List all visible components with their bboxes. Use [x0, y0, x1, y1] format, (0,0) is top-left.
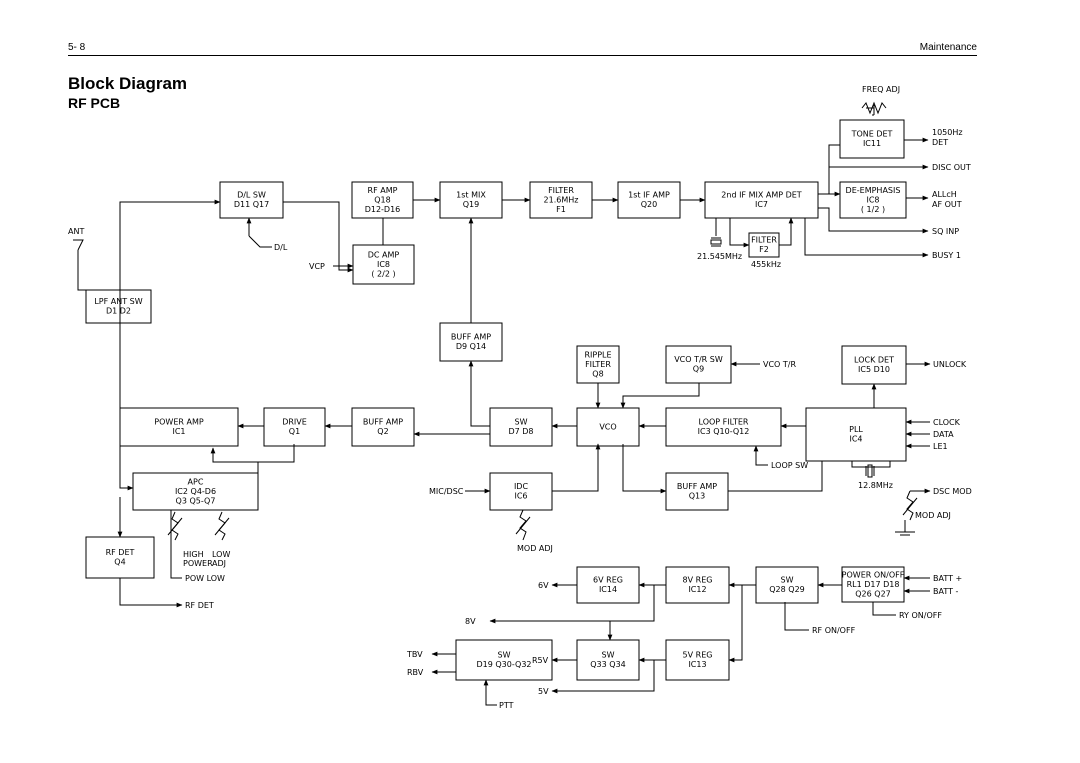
label-r5v: R5V	[532, 656, 549, 665]
wire	[805, 218, 928, 255]
label-ptt: PTT	[499, 701, 514, 710]
label-mod-adj2: MOD ADJ	[517, 544, 553, 553]
block-tone-line: TONE DET	[851, 129, 893, 139]
block-vcotr-line: Q9	[692, 364, 705, 374]
block-reg6-line: IC14	[598, 585, 618, 594]
block-lpf-line: D1 D2	[105, 306, 132, 316]
block-if1-line: Q20	[640, 200, 658, 209]
block-loop-line: LOOP FILTER	[698, 417, 749, 427]
block-lockdet-line: IC5 D10	[858, 365, 890, 374]
label-rf-onoff: RF ON/OFF	[812, 626, 856, 635]
label-v8: 8V	[465, 617, 476, 626]
label-data: DATA	[933, 430, 954, 439]
block-idc-line: IDC	[513, 482, 529, 491]
block-buff3-line: Q13	[688, 491, 706, 501]
block-apc-line: IC2 Q4-D6	[174, 486, 217, 496]
block-reg8-line: IC12	[688, 585, 707, 594]
label-khz455: 455kHz	[751, 260, 782, 269]
block-apc-line: Q3 Q5-Q7	[175, 496, 216, 506]
wire	[623, 383, 699, 408]
label-low: LOW	[212, 550, 231, 559]
label-freq-adj: FREQ ADJ	[862, 85, 901, 94]
block-buff1-line: D9 Q14	[455, 342, 487, 351]
label-ry-onoff: RY ON/OFF	[899, 611, 942, 620]
wire	[852, 461, 890, 467]
label-xtal1: 21.545MHz	[697, 252, 743, 261]
block-reg8-line: 8V REG	[682, 575, 713, 585]
wire	[283, 202, 353, 270]
wire	[486, 680, 497, 705]
block-buff3-line: BUFF AMP	[676, 482, 718, 491]
block-sw4-line: Q33 Q34	[590, 660, 626, 669]
signal-labels	[68, 85, 972, 710]
label-batt-plus: BATT +	[933, 574, 963, 583]
block-pwr-line: POWER ON/OFF	[841, 570, 905, 580]
label-pow-low: POW LOW	[185, 574, 225, 583]
label-sq-inp: SQ INP	[932, 227, 960, 236]
block-pwr-line: RL1 D17 D18	[846, 579, 900, 589]
block-deemph-line: ( 1/2 )	[860, 204, 886, 214]
block-pamp-line: POWER AMP	[154, 417, 204, 427]
label-high-power: HIGH	[183, 550, 204, 559]
label-busy: BUSY 1	[932, 251, 961, 260]
wire	[785, 602, 809, 630]
label-vco-tr: VCO T/R	[763, 360, 797, 369]
block-rf-amp-line: Q18	[374, 195, 391, 205]
block-filter1-line: 21.6MHz	[543, 195, 579, 205]
wire	[78, 250, 86, 290]
label-dsc-mod: DSC MOD	[933, 487, 972, 496]
wire	[120, 578, 182, 605]
label-adj: ADJ	[212, 559, 226, 568]
label-power: POWER	[183, 559, 213, 568]
wire	[120, 202, 220, 295]
block-sw1-line: SW	[514, 417, 528, 427]
block-dl-sw-line: D11 Q17	[233, 200, 270, 209]
label-rbv: RBV	[407, 668, 424, 677]
block-rfdet-line: RF DET	[105, 548, 135, 557]
block-pll-line: PLL	[849, 425, 863, 434]
block-dc-amp-line: IC8	[376, 259, 391, 269]
label-xtal2: 12.8MHz	[858, 481, 893, 490]
wire	[120, 295, 133, 488]
block-if2-line: 2nd IF MIX AMP DET	[721, 190, 802, 200]
block-sw1-line: D7 D8	[508, 427, 534, 436]
block-vco-line: VCO	[599, 422, 617, 432]
wire	[623, 444, 666, 491]
block-lockdet-line: LOCK DET	[854, 355, 894, 365]
block-sw4-line: SW	[601, 650, 615, 660]
block-buff1-line: BUFF AMP	[450, 332, 492, 342]
block-loop-line: IC3 Q10-Q12	[697, 427, 750, 436]
trimmer-icon	[907, 491, 913, 520]
block-drive-line: Q1	[288, 427, 301, 436]
label-le1: LE1	[933, 442, 948, 451]
block-rf-amp-line: D12-D16	[364, 204, 401, 214]
block-apc-line: APC	[187, 477, 204, 487]
block-if2-line: IC7	[754, 200, 769, 209]
block-ripple-line: Q8	[592, 369, 604, 379]
label-hz1050: 1050Hz	[932, 128, 963, 137]
page-subtitle: RF PCB	[68, 95, 121, 111]
label-disc-out: DISC OUT	[932, 163, 971, 172]
wire	[756, 446, 768, 465]
label-v6: 6V	[538, 581, 549, 590]
block-dc-amp-line: DC AMP	[367, 250, 400, 260]
block-rfdet-line: Q4	[114, 557, 126, 567]
wire	[471, 361, 490, 426]
section-title: Maintenance	[919, 42, 977, 53]
label-af-out: AF OUT	[932, 200, 962, 209]
label-mic-dsc: MIC/DSC	[429, 487, 464, 496]
block-buff2-line: Q2	[377, 427, 389, 436]
block-deemph-line: DE-EMPHASIS	[845, 185, 901, 195]
block-sw2-line: SW	[780, 575, 794, 585]
block-reg5-line: IC13	[688, 660, 707, 669]
label-allch: ALLcH	[932, 190, 957, 199]
label-batt-minus: BATT -	[933, 587, 959, 596]
block-sw3-line: SW	[497, 650, 511, 660]
blocks	[86, 120, 906, 680]
block-filter2-line: FILTER	[751, 235, 777, 245]
label-loop-sw: LOOP SW	[771, 461, 809, 470]
block-filter2-line: F2	[759, 245, 769, 254]
block-pamp-line: IC1	[172, 427, 186, 436]
label-vcp: VCP	[309, 262, 325, 271]
label-mod-adj: MOD ADJ	[915, 511, 951, 520]
block-mix1-line: Q19	[462, 200, 480, 209]
crystal-icon	[711, 240, 721, 244]
block-mix1-line: 1st MIX	[456, 190, 486, 200]
label-tbv: TBV	[407, 650, 423, 659]
block-dc-amp-line: ( 2/2 )	[371, 269, 396, 279]
label-clock: CLOCK	[933, 418, 960, 427]
block-tone-line: IC11	[862, 139, 882, 148]
block-pll-line: IC4	[849, 434, 863, 444]
block-filter1-line: F1	[556, 204, 566, 214]
label-rf-det: RF DET	[185, 601, 214, 610]
block-lpf-line: LPF ANT SW	[94, 297, 143, 306]
block-ripple-line: RIPPLE	[584, 350, 612, 360]
page-number: 5- 8	[68, 42, 86, 53]
wire	[873, 602, 896, 615]
block-deemph-line: IC8	[866, 195, 880, 205]
block-drive-line: DRIVE	[282, 417, 307, 427]
block-buff2-line: BUFF AMP	[362, 417, 404, 427]
block-reg6-line: 6V REG	[593, 575, 623, 585]
block-vcotr-line: VCO T/R SW	[674, 355, 723, 364]
wire	[73, 240, 83, 250]
block-idc-line: IC6	[514, 491, 528, 501]
block-filter1-line: FILTER	[548, 185, 574, 195]
wire	[249, 236, 272, 247]
label-dl: D/L	[274, 243, 288, 252]
label-ant: ANT	[68, 227, 85, 236]
page-title: Block Diagram	[68, 74, 188, 93]
block-reg5-line: 5V REG	[682, 650, 713, 660]
block-sw2-line: Q28 Q29	[769, 585, 805, 594]
wire	[213, 444, 294, 462]
wire	[829, 145, 840, 167]
block-dl-sw-line: D/L SW	[237, 190, 266, 200]
wire	[779, 218, 791, 245]
label-unlock: UNLOCK	[933, 360, 967, 369]
wire	[552, 444, 598, 491]
block-rf-amp-line: RF AMP	[367, 185, 398, 195]
block-pwr-line: Q26 Q27	[855, 589, 891, 599]
label-v5: 5V	[538, 687, 549, 696]
block-if1-line: 1st IF AMP	[628, 190, 670, 200]
wire	[729, 585, 742, 660]
wire	[730, 218, 749, 245]
block-ripple-line: FILTER	[585, 359, 611, 369]
label-det: DET	[932, 138, 949, 147]
block-sw3-line: D19 Q30-Q32	[476, 660, 532, 669]
